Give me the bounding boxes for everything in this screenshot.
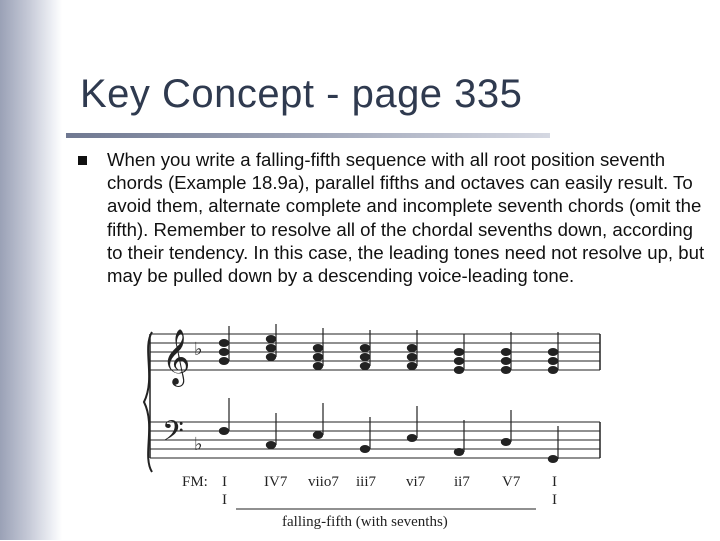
treble-chord: [454, 334, 464, 374]
bass-note: [548, 426, 558, 463]
roman-numeral-lower: I: [552, 492, 557, 508]
music-score: [138, 318, 606, 536]
roman-numeral-lower: I: [222, 492, 227, 508]
treble-chord: [407, 330, 417, 370]
music-example: [138, 318, 606, 536]
roman-numeral: I: [222, 474, 227, 490]
roman-numeral: IV7: [264, 474, 288, 490]
treble-staff: [150, 334, 600, 370]
bass-note: [501, 410, 511, 446]
treble-chord: [501, 332, 511, 374]
treble-clef-icon: 𝄞: [162, 331, 191, 384]
bullet-text: When you write a falling-fifth sequence with all root position seventh chords (Example 18.9a), parallel fifths and octaves can easily result. To avoid them, alternate complete and incomplete seventh chords (omit the fifth). Remember to resolve all of the chordal sevenths down, according to their tendency. In this case, the leading tones need not resolve up, but may be pulled down by a descending voice-leading tone.: [107, 149, 705, 287]
treble-flat-icon: ♭: [194, 339, 203, 359]
bass-clef-icon: 𝄢: [162, 417, 184, 454]
bass-note: [454, 420, 464, 456]
roman-numeral: I: [552, 474, 557, 490]
system-brace: [144, 332, 152, 472]
bass-flat-icon: ♭: [194, 434, 203, 454]
example-caption: falling-fifth (with sevenths): [282, 514, 448, 530]
bass-staff: [150, 422, 600, 458]
slide-side-gradient: [0, 0, 62, 540]
title-underline: [66, 133, 550, 138]
key-label: FM:: [182, 474, 208, 490]
treble-chord: [360, 330, 370, 370]
bullet-square-icon: [78, 156, 87, 165]
roman-numeral: ii7: [454, 474, 470, 490]
treble-chord: [219, 326, 229, 365]
bass-note: [313, 403, 323, 439]
treble-chord: [548, 332, 558, 374]
slide-title: Key Concept - page 335: [80, 72, 523, 116]
roman-numeral: viio7: [308, 474, 339, 490]
bass-note: [407, 406, 417, 442]
roman-numeral: V7: [502, 474, 521, 490]
roman-numeral: iii7: [356, 474, 377, 490]
roman-numeral: vi7: [406, 474, 426, 490]
bass-note: [219, 398, 229, 435]
treble-notes: [219, 324, 558, 374]
